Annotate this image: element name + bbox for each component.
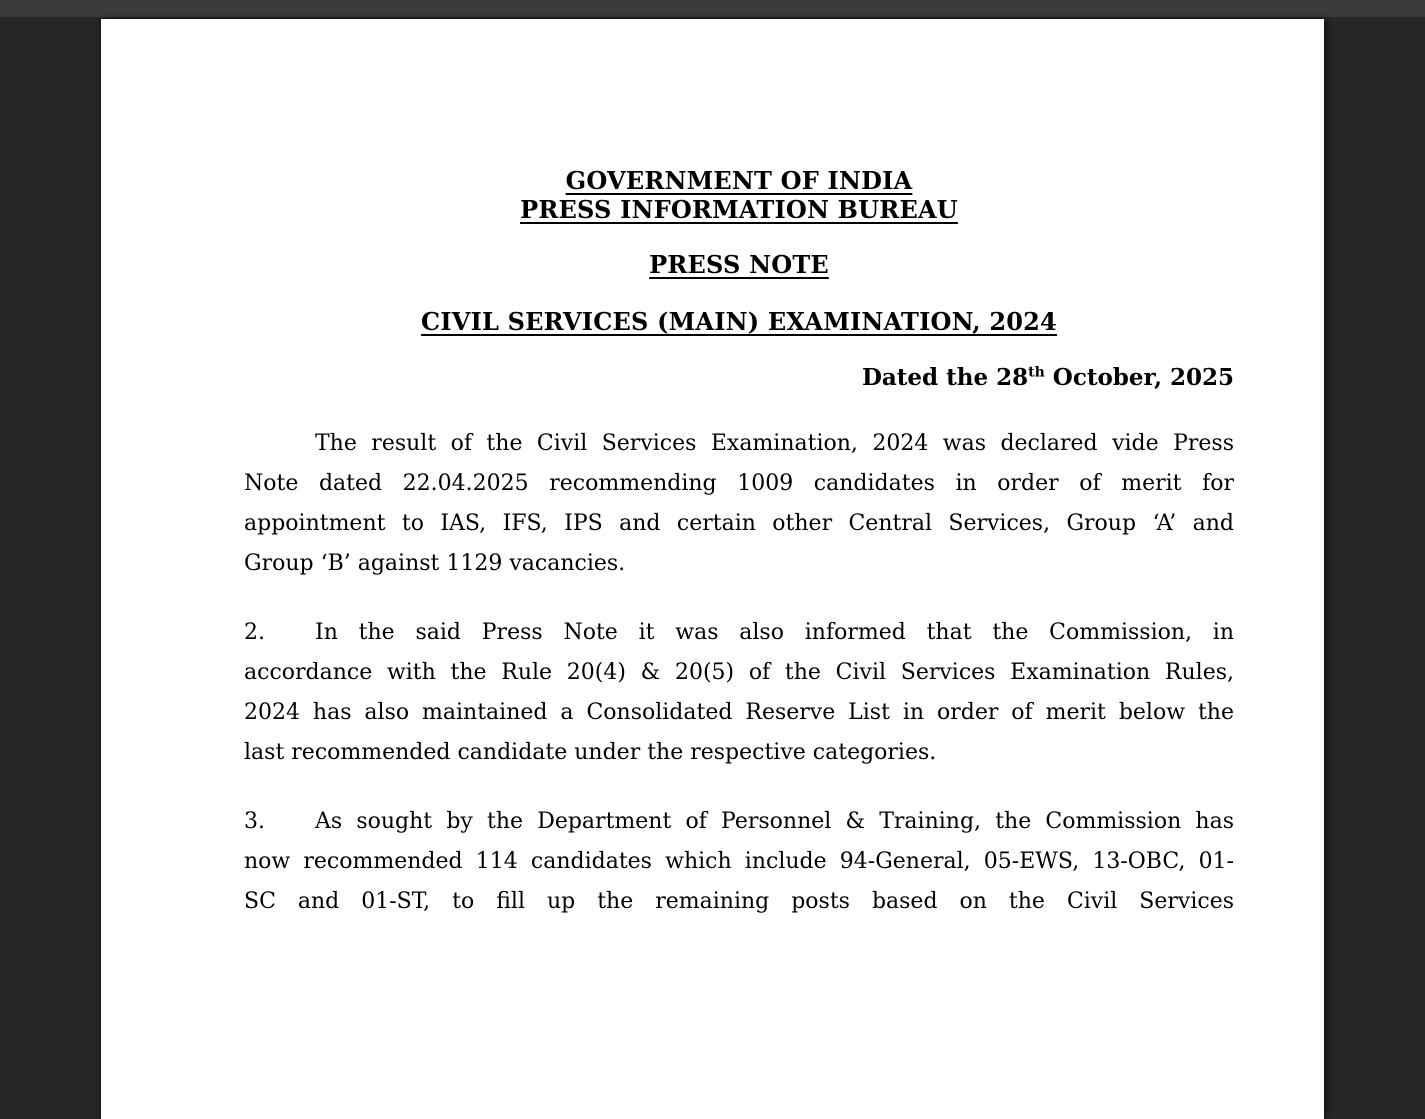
heading-government-of-india: GOVERNMENT OF INDIA (565, 166, 913, 195)
paragraph-line (244, 802, 1234, 842)
document-page (101, 19, 1324, 1119)
viewer-top-bar (0, 0, 1425, 17)
paragraph-line-text: As sought by the Department of Personnel & Training, the Commission has (315, 809, 1234, 834)
paragraph-line-text: In the said Press Note it was also informed that the Commission, in (315, 620, 1234, 645)
paragraph-3 (244, 802, 1234, 922)
paragraph-line-text: The result of the Civil Services Examination, 2024 was declared vide Press (315, 431, 1234, 456)
pdf-viewer-background (0, 17, 1425, 921)
paragraph-line (244, 424, 1234, 464)
paragraph-line: now recommended 114 candidates which include 94-General, 05-EWS, 13-OBC, 01- (244, 849, 1234, 874)
heading-press-note: PRESS NOTE (649, 250, 829, 279)
heading-press-information-bureau: PRESS INFORMATION BUREAU (520, 195, 958, 224)
date-suffix: October, 2025 (1044, 364, 1234, 391)
paragraph-line: Note dated 22.04.2025 recommending 1009 candidates in order of merit for (244, 471, 1234, 496)
date-ordinal-suffix: th (1028, 364, 1045, 381)
paragraph-line: accordance with the Rule 20(4) & 20(5) of the Civil Services Examination Rules, (244, 660, 1234, 685)
paragraph-number: 3. (244, 809, 265, 834)
paragraph-line: SC and 01-ST, to fill up the remaining posts based on the Civil Services (244, 889, 1234, 914)
date-line (244, 363, 1234, 392)
paragraph-number: 2. (244, 620, 265, 645)
paragraph-2 (244, 613, 1234, 773)
paragraph-1 (244, 424, 1234, 584)
paragraph-line: last recommended candidate under the respective categories. (244, 740, 937, 765)
paragraph-line (244, 613, 1234, 653)
paragraph-line: Group ‘B’ against 1129 vacancies. (244, 551, 626, 576)
document-content (101, 19, 1324, 922)
heading-exam-title: CIVIL SERVICES (MAIN) EXAMINATION, 2024 (421, 307, 1057, 336)
date-prefix: Dated the 28 (861, 364, 1029, 391)
paragraph-line: 2024 has also maintained a Consolidated Reserve List in order of merit below the (244, 700, 1234, 725)
paragraph-line: appointment to IAS, IFS, IPS and certain other Central Services, Group ‘A’ and (244, 511, 1234, 536)
